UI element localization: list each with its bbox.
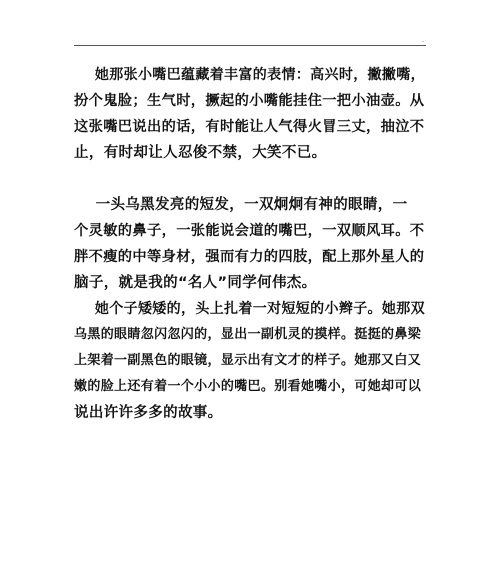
text-line: 她那张小嘴巴蕴藏着丰富的表情：高兴时，撇撇嘴， [74,67,425,83]
header-rule [74,45,426,46]
text-line: 个灵敏的鼻子，一张能说会道的嘴巴，一双顺风耳。不 [74,223,425,239]
text-line: 嫩的脸上还有着一个小小的嘴巴。别看她嘴小，可她却可以 [74,379,422,394]
text-line: 胖不瘦的中等身材，强而有力的四肢，配上那外星人的 [74,249,425,265]
text-line: 说出许许多多的故事。 [74,405,223,421]
text-line: 一头乌黑发亮的短发，一双炯炯有神的眼睛，一 [74,197,408,213]
page-marker: . [422,36,425,44]
document-body [74,62,426,426]
text-line: 上架着一副黑色的眼镜，显示出有文才的样子。她那又白又 [74,353,422,368]
paragraph-spacer [74,166,426,192]
text-line: 这张嘴巴说出的话，有时能让人气得火冒三丈，抽泣不 [74,119,425,135]
text-line: 她个子矮矮的，头上扎着一对短短的小辫子。她那双 [74,301,425,317]
text-line: 脑子，就是我的“名人”同学何伟杰。 [74,275,317,291]
paragraph-mouth-expressions [74,62,426,166]
text-line: 扮个鬼脸；生气时，撅起的小嘴能挂住一把小油壶。从 [74,93,425,109]
text-line: 止，有时却让人忍俊不禁，大笑不已。 [74,145,327,161]
paragraph-classmate-description [74,192,426,296]
text-line: 乌黑的眼睛忽闪忽闪的，显出一副机灵的摸样。挺挺的鼻梁 [74,327,422,342]
paragraph-girl-description [74,296,426,426]
